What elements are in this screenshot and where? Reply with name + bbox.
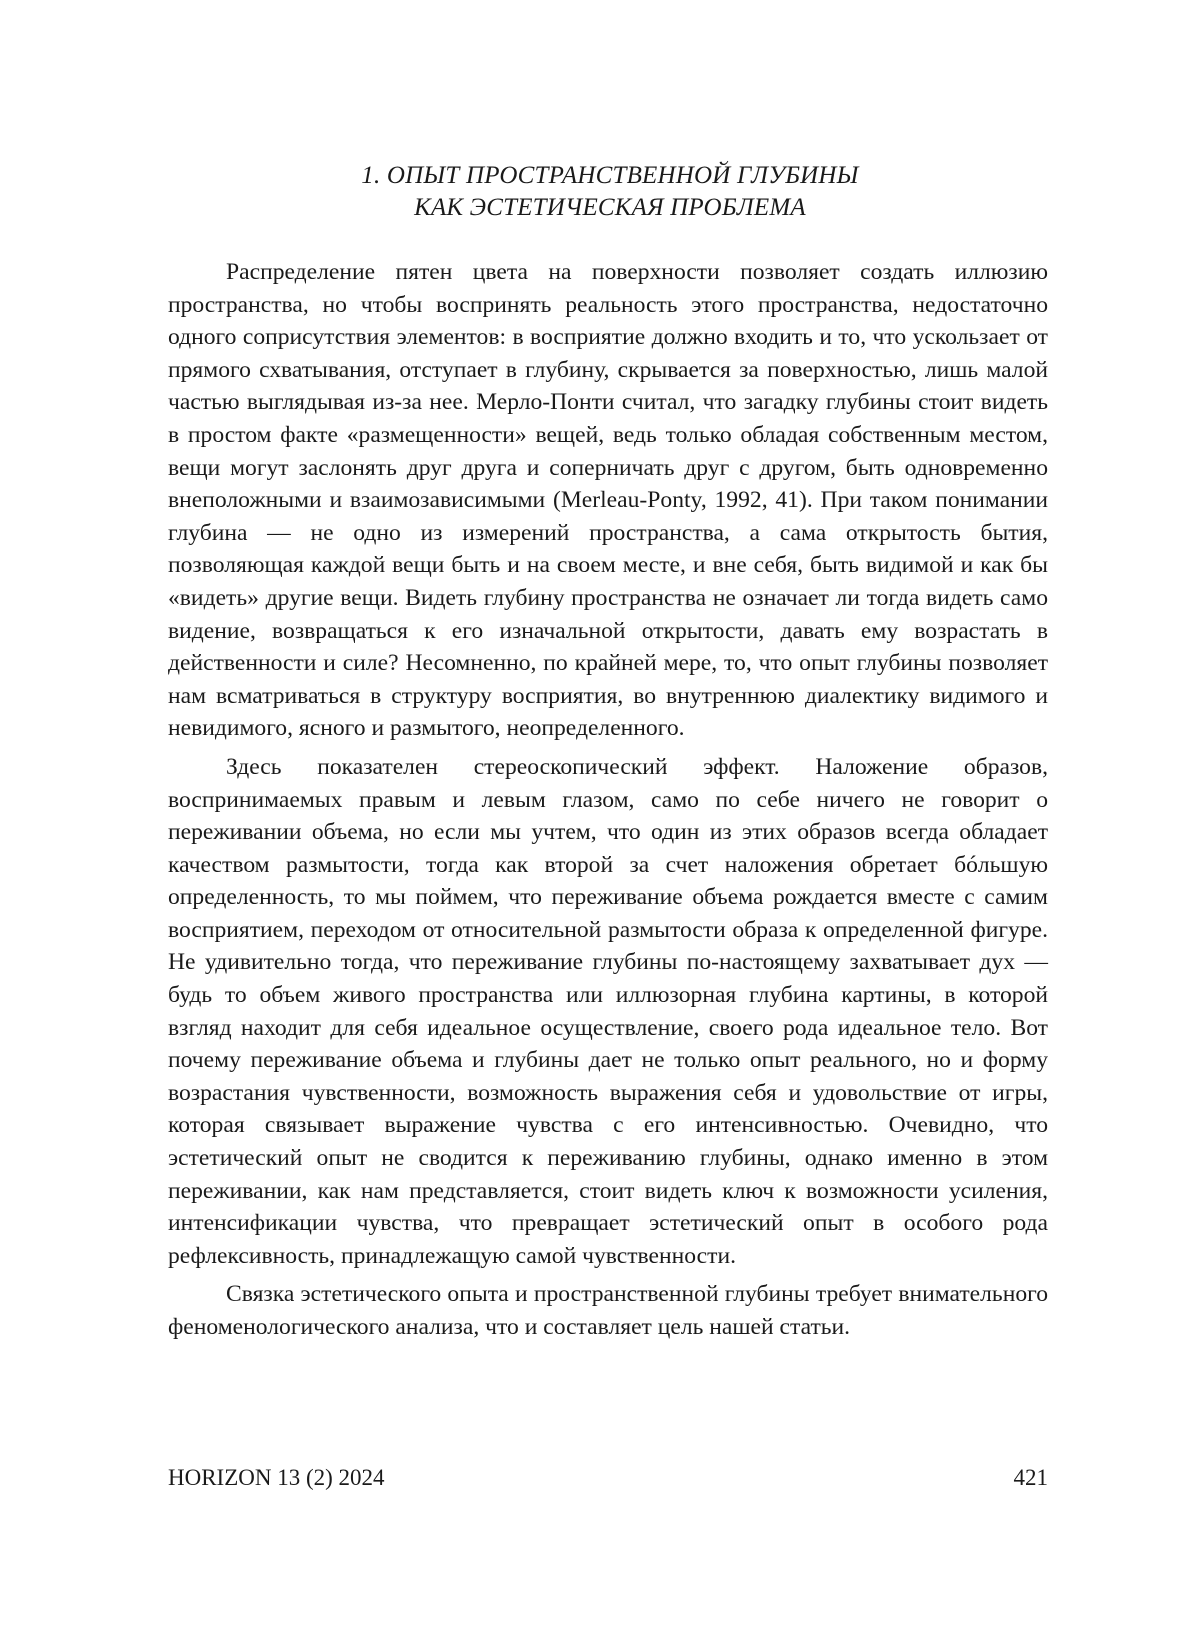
paragraph-2: Здесь показателен стереоскопический эффект. Наложение образов, воспринимаемых правым и левым глазом, само по себе ничего не говорит о переживании объема, но если мы учтем, что один из этих образов всегда обладает качеством размытости, тогда как второй за счет наложения обретает бóльшую определенность, то мы поймем, что переживание объема рождается вместе с самим восприятием, переходом от относительной размытости образа к определенной фигуре. Не удивительно тогда, что переживание глубины по-настоящему захватывает дух — будь то объем живого пространства или иллюзорная глубина картины, в которой взгляд находит для себя идеальное осуществление, своего рода идеальное тело. Вот почему переживание объема и глубины дает не только опыт реального, но и форму возрастания чувственности, возможность выражения себя и удовольствие от игры, которая связывает выражение чувства с его интенсивностью. Очевидно, что эстетический опыт не сводится к переживанию глубины, однако именно в этом переживании, как нам представляется, стоит видеть ключ к возможности усиления, интенсификации чувства, что превращает эстетический опыт в особого рода рефлексивность, принадлежащую самой чувственности. (168, 753, 1048, 1269)
page-footer (168, 1463, 1048, 1493)
journal-name: HORIZON 13 (2) 2024 (168, 1465, 385, 1490)
paragraph-3: Связка эстетического опыта и пространственной глубины требует внимательного феноменологического анализа, что и составляет цель нашей статьи. (168, 1281, 1048, 1340)
body-text (168, 256, 1048, 1350)
section-heading (170, 160, 1050, 224)
section-heading-line-2: КАК ЭСТЕТИЧЕСКАЯ ПРОБЛЕМА (414, 194, 806, 221)
page-number: 421 (1013, 1465, 1048, 1490)
section-heading-line-1: 1. ОПЫТ ПРОСТРАНСТВЕННОЙ ГЛУБИНЫ (361, 162, 859, 189)
paragraph-1: Распределение пятен цвета на поверхности позволяет создать иллюзию пространства, но чтобы воспринять реальность этого пространства, недостаточно одного соприсутствия элементов: в восприятие должно входить и то, что ускользает от прямого схватывания, отступает в глубину, скрывается за поверхностью, лишь малой частью выглядывая из-за нее. Мерло-Понти считал, что загадку глубины стоит видеть в простом факте «размещенности» вещей, ведь только обладая собственным местом, вещи могут заслонять друг друга и соперничать друг с другом, быть одновременно внеположными и взаимозависимыми (Merleau-Ponty, 1992, 41). При таком понимании глубина — не одно из измерений пространства, а сама открытость бытия, позволяющая каждой вещи быть и на своем месте, и вне себя, быть видимой и как бы «видеть» другие вещи. Видеть глубину пространства не означает ли тогда видеть само видение, возвращаться к его изначальной открытости, давать ему возрастать в действенности и силе? Несомненно, по крайней мере, то, что опыт глубины позволяет нам всматриваться в структуру восприятия, во внутреннюю диалектику видимого и невидимого, ясного и размытого, неопределенного. (168, 259, 1048, 742)
